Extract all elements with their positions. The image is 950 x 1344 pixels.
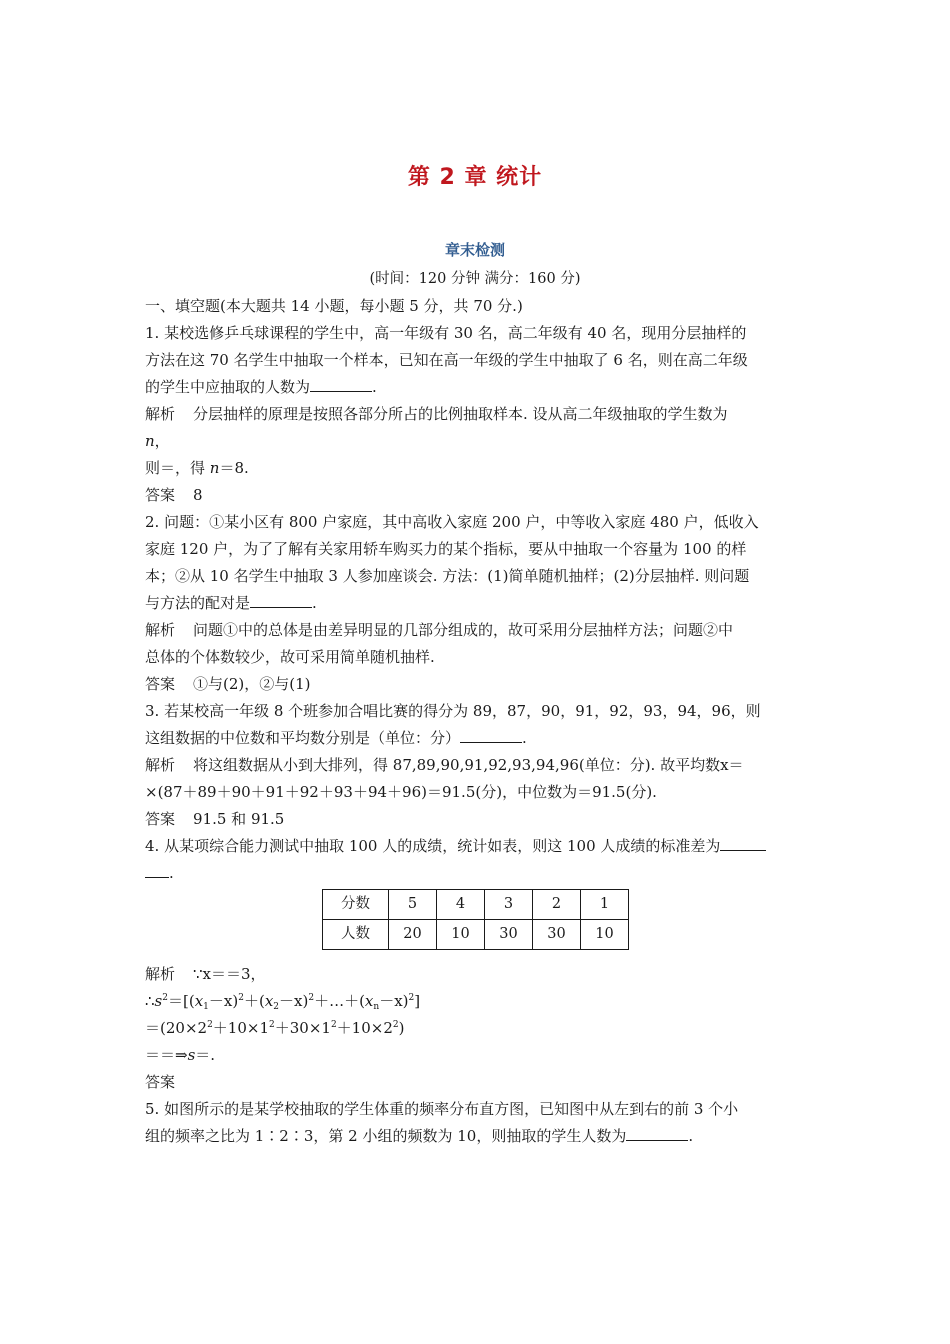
calc-text: －x) xyxy=(208,992,239,1010)
var-s: s xyxy=(154,992,163,1010)
q1-line-3-text: 的学生中应抽取的人数为 xyxy=(145,378,311,396)
calc-text: －x) xyxy=(379,992,409,1010)
q3-analysis-text-1: 将这组数据从小到大排列，得 87,89,90,91,92,93,94,96(单位：分). 故平均数x＝ xyxy=(193,756,744,774)
table-cell: 20 xyxy=(389,920,437,950)
analysis-label: 解析 xyxy=(145,965,176,983)
table-row xyxy=(323,890,629,920)
q1-answer-line xyxy=(145,482,810,509)
table-cell: 30 xyxy=(533,920,581,950)
q3-answer: 91.5 和 91.5 xyxy=(193,810,285,828)
q4-calc-line-1 xyxy=(145,988,810,1015)
table-cell: 1 xyxy=(581,890,629,920)
table-cell: 5 xyxy=(389,890,437,920)
exponent: 2 xyxy=(207,1020,213,1030)
answer-label: 答案 xyxy=(145,675,176,693)
subscript: 1 xyxy=(203,1002,209,1012)
q3-analysis-line-2: ×(87＋89＋90＋91＋92＋93＋94＋96)＝91.5(分)，中位数为＝91.5(分). xyxy=(145,783,657,801)
exam-content xyxy=(145,293,810,1150)
score-table-wrap xyxy=(145,887,810,961)
q3-line-1: 3. 若某校高一年级 8 个班参加合唱比赛的得分为 89，87，90，91，92，93，94，96，则 xyxy=(145,702,761,720)
var-s: s xyxy=(187,1046,196,1064)
q4-line-2 xyxy=(145,860,810,887)
q2-analysis-line-2: 总体的个体数较少，故可采用简单随机抽样. xyxy=(145,648,435,666)
score-table xyxy=(322,889,629,950)
q1-analysis-text-3a: 则＝，得 xyxy=(145,459,210,477)
q3-line-2 xyxy=(145,725,810,752)
q1-analysis-line-2 xyxy=(145,428,810,455)
analysis-label: 解析 xyxy=(145,405,176,423)
q4-answer-line xyxy=(145,1069,810,1096)
subscript: n xyxy=(373,1002,380,1012)
q1-answer-blank xyxy=(310,376,372,392)
q2-answer: ①与(2)，②与(1) xyxy=(193,675,311,693)
q2-answer-line xyxy=(145,671,810,698)
table-cell: 4 xyxy=(437,890,485,920)
q2-analysis-line-1 xyxy=(145,617,810,644)
section-title: 章末检测 xyxy=(444,241,505,259)
calc-text: ＝. xyxy=(195,1046,216,1064)
table-cell: 人数 xyxy=(323,920,389,950)
q1-analysis-line-1 xyxy=(145,401,810,428)
exponent: 2 xyxy=(392,1020,399,1030)
answer-label: 答案 xyxy=(145,486,176,504)
q1-line-3-end: . xyxy=(372,378,377,396)
calc-text: ＋…＋( xyxy=(314,992,365,1010)
q4-analysis-text-1: ∵x＝＝3， xyxy=(193,965,266,983)
answer-label: 答案 xyxy=(145,810,176,828)
q2-line-1: 2. 问题：①某小区有 800 户家庭，其中高收入家庭 200 户，中等收入家庭 480 户，低收入 xyxy=(145,513,759,531)
q4-line-2-end: . xyxy=(169,864,174,882)
q1-analysis-text-2: ， xyxy=(154,432,170,450)
q4-answer-blank-end xyxy=(145,862,169,878)
q2-line-4-end: . xyxy=(312,594,317,612)
q2-answer-blank xyxy=(250,592,312,608)
exponent: 2 xyxy=(162,993,168,1003)
calc-text: ＝[( xyxy=(167,992,195,1010)
q2-analysis-text-1: 问题①中的总体是由差异明显的几部分组成的，故可采用分层抽样方法；问题②中 xyxy=(193,621,734,639)
analysis-label: 解析 xyxy=(145,621,176,639)
q2-line-3: 本；②从 10 名学生中抽取 3 人参加座谈会. 方法：(1)简单随机抽样；(2)分层抽样. 则问题 xyxy=(145,567,750,585)
table-cell: 2 xyxy=(533,890,581,920)
q3-answer-line xyxy=(145,806,810,833)
exponent: 2 xyxy=(238,993,244,1003)
var-x: x xyxy=(194,992,204,1010)
exponent: 2 xyxy=(408,993,415,1003)
table-cell: 30 xyxy=(485,920,533,950)
q4-line-1 xyxy=(145,833,810,860)
answer-label: 答案 xyxy=(145,1073,176,1091)
calc-text: ＋10×2 xyxy=(336,1019,393,1037)
chapter-title: 第 2 章 统计 xyxy=(407,165,543,190)
exponent: 2 xyxy=(269,1020,275,1030)
q5-line-2 xyxy=(145,1123,810,1150)
q3-line-2-end: . xyxy=(522,729,527,747)
table-cell: 分数 xyxy=(323,890,389,920)
q5-line-2-text: 组的频率之比为 1∶2∶3，第 2 小组的频数为 10，则抽取的学生人数为 xyxy=(145,1127,627,1145)
calc-text: ) xyxy=(398,1019,405,1037)
q4-analysis-line-1 xyxy=(145,961,810,988)
q1-analysis-text-1: 分层抽样的原理是按照各部分所占的比例抽取样本. 设从高二年级抽取的学生数为 xyxy=(193,405,728,423)
q2-line-4-text: 与方法的配对是 xyxy=(145,594,251,612)
q5-answer-blank xyxy=(626,1125,688,1141)
q3-line-2-text: 这组数据的中位数和平均数分别是（单位：分） xyxy=(145,729,461,747)
q2-line-2: 家庭 120 户，为了了解有关家用轿车购买力的某个指标，要从中抽取一个容量为 100 的样 xyxy=(145,540,747,558)
q2-line-4 xyxy=(145,590,810,617)
table-cell: 3 xyxy=(485,890,533,920)
calc-text: ＝(20×2 xyxy=(145,1019,208,1037)
calc-text: ＝＝⇒ xyxy=(145,1046,188,1064)
q1-analysis-var-n: n xyxy=(145,432,155,450)
q3-answer-blank xyxy=(460,727,522,743)
q1-line-2: 方法在这 70 名学生中抽取一个样本，已知在高一年级的学生中抽取了 6 名，则在高二年级 xyxy=(145,351,748,369)
table-row xyxy=(323,920,629,950)
calc-text: －x) xyxy=(279,992,309,1010)
q4-calc-line-3 xyxy=(145,1042,810,1069)
calc-text: ＋( xyxy=(243,992,265,1010)
therefore-symbol: ∴ xyxy=(145,992,155,1010)
table-cell: 10 xyxy=(581,920,629,950)
analysis-label: 解析 xyxy=(145,756,176,774)
exponent: 2 xyxy=(308,993,315,1003)
calc-text: ] xyxy=(414,992,421,1010)
q1-analysis-line-3 xyxy=(145,455,810,482)
part-heading: 一、填空题(本大题共 14 小题，每小题 5 分，共 70 分.) xyxy=(145,297,523,315)
subscript: 2 xyxy=(273,1002,280,1012)
q1-analysis-var-n-2: n xyxy=(209,459,220,477)
calc-text: ＋30×1 xyxy=(274,1019,331,1037)
q5-line-1: 5. 如图所示的是某学校抽取的学生体重的频率分布直方图，已知图中从左到右的前 3 个小 xyxy=(145,1100,739,1118)
exam-time-score: (时间：120 分钟 满分：160 分) xyxy=(369,271,581,287)
q5-line-2-end: . xyxy=(688,1127,694,1145)
q1-analysis-text-3b: ＝8. xyxy=(219,459,249,477)
calc-text: ＋10×1 xyxy=(212,1019,269,1037)
q4-line-1-text: 4. 从某项综合能力测试中抽取 100 人的成绩，统计如表，则这 100 人成绩的标准差为 xyxy=(145,837,721,855)
var-x: x xyxy=(364,992,374,1010)
q4-answer-blank-start xyxy=(720,835,766,851)
var-x: x xyxy=(264,992,274,1010)
table-cell: 10 xyxy=(437,920,485,950)
q4-calc-line-2 xyxy=(145,1015,810,1042)
q1-answer: 8 xyxy=(193,486,203,504)
exponent: 2 xyxy=(330,1020,337,1030)
q3-analysis-line-1 xyxy=(145,752,810,779)
q1-line-3 xyxy=(145,374,810,401)
q1-line-1: 1. 某校选修乒乓球课程的学生中，高一年级有 30 名，高二年级有 40 名，现用分层抽样的 xyxy=(145,324,747,342)
